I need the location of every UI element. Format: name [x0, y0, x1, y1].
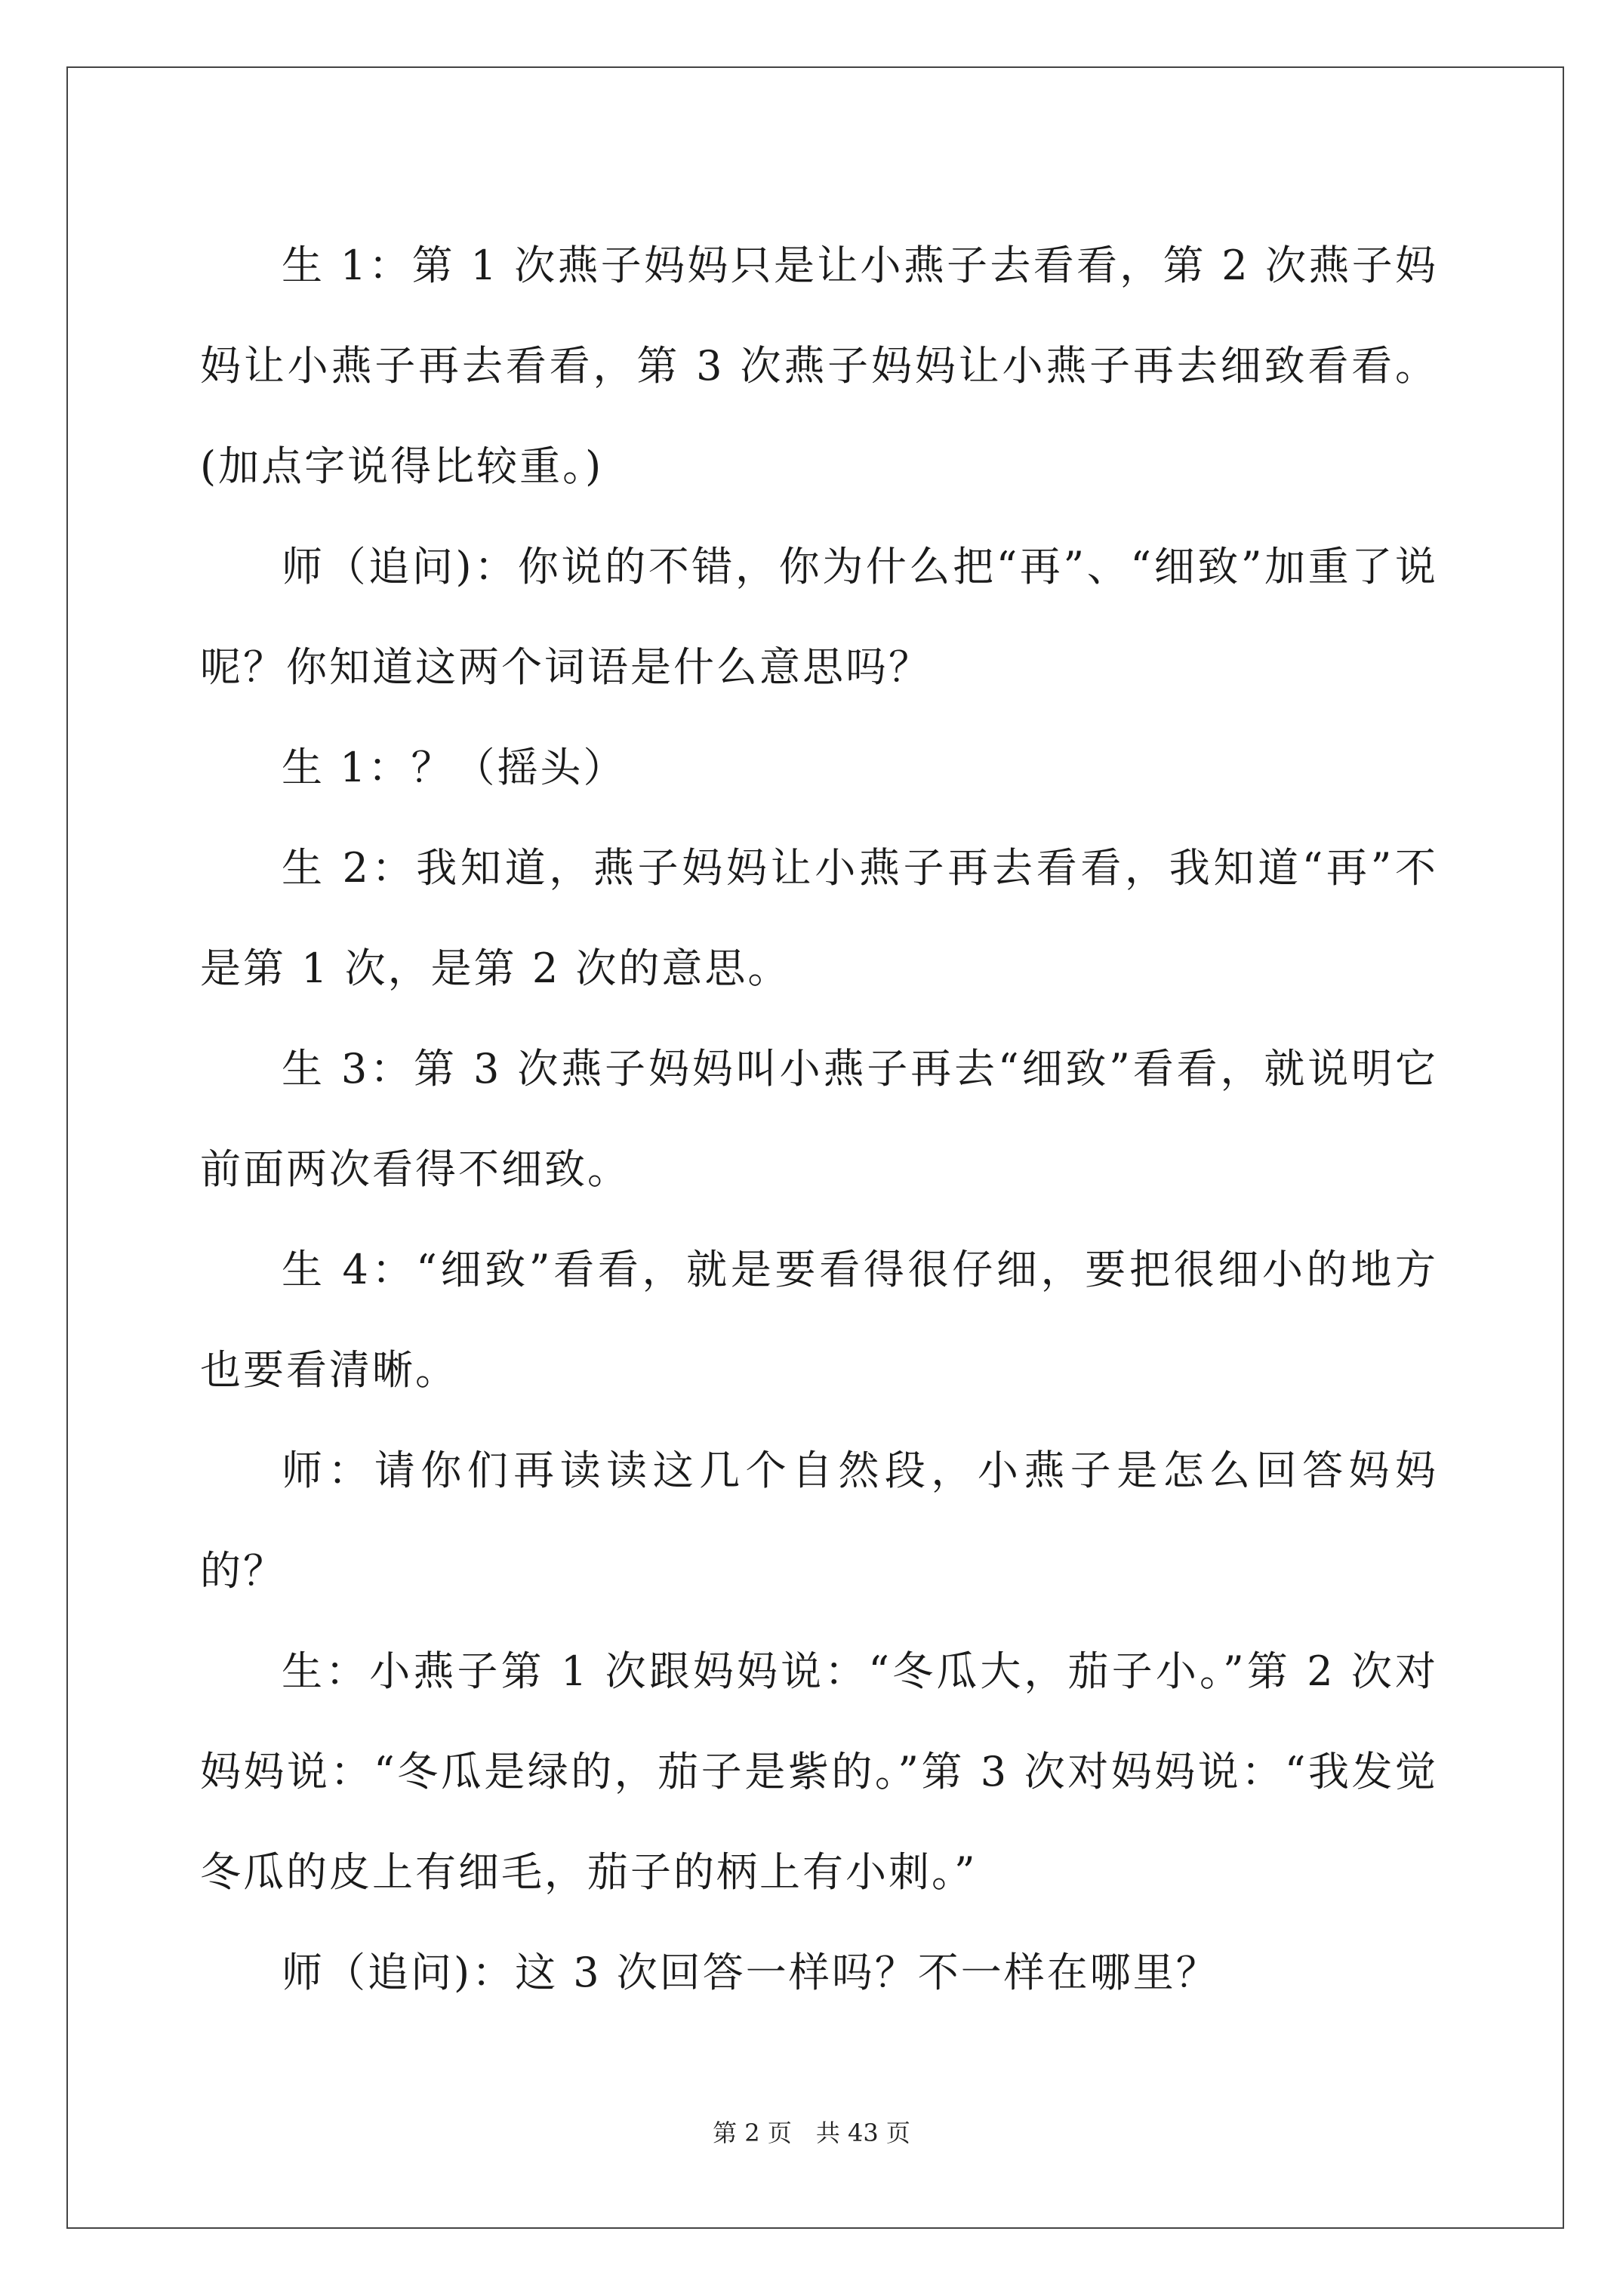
document-body — [200, 215, 1438, 2023]
paragraph-6: 生 4：“细致”看看，就是要看得很仔细，要把很细小的地方也要看清晰。 — [200, 1246, 1438, 1394]
paragraph-5: 生 3：第 3 次燕子妈妈叫小燕子再去“细致”看看，就说明它前面两次看得不细致。 — [200, 1045, 1438, 1193]
paragraph-3: 生 1：？（摇头） — [282, 744, 627, 791]
paragraph-8: 生：小燕子第 1 次跟妈妈说：“冬瓜大，茄子小。”第 2 次对妈妈说：“冬瓜是绿的，茄子是紫的。”第 3 次对妈妈说：“我发觉冬瓜的皮上有细毛，茄子的柄上有小刺。” — [200, 1647, 1438, 1896]
paragraph-4: 生 2：我知道，燕子妈妈让小燕子再去看看，我知道“再”不是第 1 次，是第 2 次的意思。 — [200, 844, 1438, 992]
page-number-footer: 第 2 页 共 43 页 — [713, 2119, 910, 2147]
paragraph-2: 师（追问)：你说的不错，你为什么把“再”、“细致”加重了说呢？你知道这两个词语是什么意思吗？ — [200, 543, 1438, 691]
paragraph-9: 师（追问)：这 3 次回答一样吗？不一样在哪里？ — [282, 1949, 1219, 1996]
paragraph-7: 师：请你们再读读这几个自然段，小燕子是怎么回答妈妈的？ — [200, 1447, 1438, 1595]
paragraph-1: 生 1：第 1 次燕子妈妈只是让小燕子去看看，第 2 次燕子妈妈让小燕子再去看看，第 3 次燕子妈妈让小燕子再去细致看看。(加点字说得比较重。) — [200, 242, 1438, 490]
